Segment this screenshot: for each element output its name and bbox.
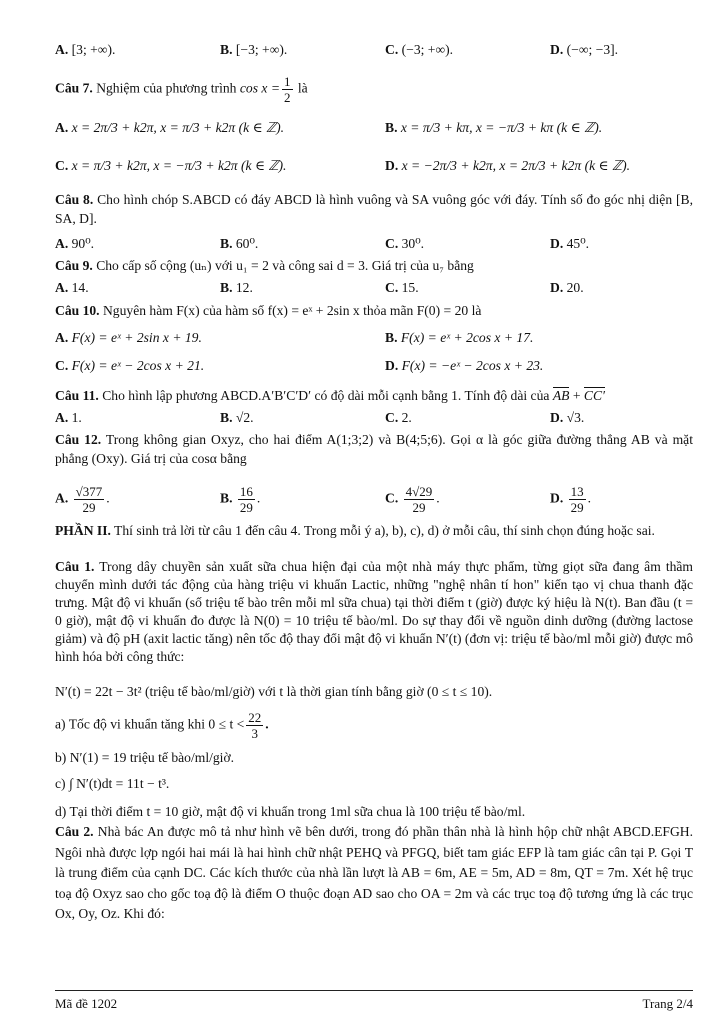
q8-option-c: C. 30⁰. — [385, 236, 425, 251]
q12-option-b: B. $\frac{16}{29}$ . — [220, 484, 261, 515]
part2-question-2: Câu 2. Nhà bác An được mô tả như hình vẽ bên dưới, trong đó phần thân nhà là hình hộp chữ nhật ABCD.EFGH. Ngôi nhà được lợp ngói hai mái là hai hình chữ nhật PEHQ và PFGQ, biết tam giác EFP là tam giác cân tại P. Gọi T là trung điểm của cạnh DC. Các kích thước của nhà lần lượt là AB = 6m, AE = 5m, AD = 8m, QT = 7m. Xét hệ trục toạ độ Oxyz sao cho gốc toạ độ là điểm O thuộc đoạn AD sao cho OA = 2m và các trục toạ độ tương ứng là các trục Ox, Oy, Oz. Khi đó: — [55, 824, 693, 921]
q7-option-d: D. x = −2π/3 + k2π, x = 2π/3 + k2π (k ∈ ℤ). — [385, 158, 631, 173]
vector-cc: CC′ — [583, 388, 606, 403]
q12-option-a: A. $\frac{√377}{29}$ . — [55, 484, 110, 515]
q6-options — [55, 42, 693, 68]
part-2-instructions: PHẦN II. Thí sinh trả lời từ câu 1 đến câu 4. Trong mỗi ý a), b), c), d) ở mỗi câu, thí sinh chọn đúng hoặc sai. — [55, 523, 655, 538]
question-11: Câu 11. Cho hình lập phương ABCD.A′B′C′D′ có độ dài mỗi cạnh bằng 1. Tính độ dài của AB + CC′ — [55, 388, 606, 403]
q10-option-b: B. F(x) = eˣ + 2cos x + 17. — [385, 330, 534, 345]
q11-option-b: B. √2. — [220, 410, 254, 425]
q12-options — [55, 484, 693, 524]
exam-code: Mã đề 1202 — [55, 996, 118, 1011]
question-8: Câu 8. Cho hình chóp S.ABCD có đáy ABCD là hình vuông và SA vuông góc với đáy. Tính số đo góc nhị diện [B, SA, D]. — [55, 192, 693, 226]
q12-option-d: D. $\frac{13}{29}$ . — [550, 484, 592, 515]
q7-option-c: C. x = π/3 + k2π, x = −π/3 + k2π (k ∈ ℤ). — [55, 158, 287, 173]
q6-option-c: C. (−3; +∞). — [385, 42, 454, 57]
p1-statement-b: b) N′(1) = 19 triệu tế bào/ml/giờ. — [55, 750, 235, 765]
page-number: Trang 2/4 — [642, 996, 693, 1011]
q11-option-d: D. √3. — [550, 410, 585, 425]
q8-option-d: D. 45⁰. — [550, 236, 590, 251]
q12-option-c: C. $\frac{4√29}{29}$ . — [385, 484, 440, 515]
p1-statement-d: d) Tại thời điểm t = 10 giờ, mật độ vi khuẩn trong 1ml sữa chua là 100 triệu tế bào/ml. — [55, 804, 526, 819]
q11-option-c: C. 2. — [385, 410, 412, 425]
q6-option-b: B. [−3; +∞). — [220, 42, 288, 57]
q7-option-b: B. x = π/3 + kπ, x = −π/3 + kπ (k ∈ ℤ). — [385, 120, 603, 135]
question-7: Câu 7. Nghiệm của phương trình cos x = $\frac{1}{2}$ là — [55, 74, 308, 105]
question-12: Câu 12. Trong không gian Oxyz, cho hai điểm A(1;3;2) và B(4;5;6). Gọi α là góc giữa đường thẳng AB và mặt phẳng (Oxy). Giá trị của cosα bằng — [55, 432, 693, 466]
q8-option-b: B. 60⁰. — [220, 236, 259, 251]
p1-statement-a: a) Tốc độ vi khuẩn tăng khi 0 ≤ t < $\frac{22}{3}$ . — [55, 710, 269, 741]
q10-option-d: D. F(x) = −eˣ − 2cos x + 23. — [385, 358, 544, 373]
q7-option-a: A. x = 2π/3 + k2π, x = π/3 + k2π (k ∈ ℤ). — [55, 120, 285, 135]
q9-option-c: C. 15. — [385, 280, 419, 295]
p1-statement-c: c) ∫ N′(t)dt = 11t − t³. — [55, 776, 170, 791]
q9-option-b: B. 12. — [220, 280, 253, 295]
q6-option-d: D. (−∞; −3]. — [550, 42, 619, 57]
q10-option-c: C. F(x) = eˣ − 2cos x + 21. — [55, 358, 205, 373]
q9-option-d: D. 20. — [550, 280, 584, 295]
q11-option-a: A. 1. — [55, 410, 82, 425]
q10-option-a: A. F(x) = eˣ + 2sin x + 19. — [55, 330, 202, 345]
question-9: Câu 9. Cho cấp số cộng (uₙ) với u₁ = 2 và công sai d = 3. Giá trị của u₇ bằng — [55, 258, 474, 273]
p1-formula: N′(t) = 22t − 3t² (triệu tế bào/ml/giờ) với t là thời gian tính bằng giờ (0 ≤ t ≤ 10). — [55, 684, 493, 699]
q8-option-a: A. 90⁰. — [55, 236, 95, 251]
q6-option-a: A. [3; +∞). — [55, 42, 116, 57]
vector-ab: AB — [552, 388, 570, 403]
page-footer — [55, 990, 693, 1012]
question-10: Câu 10. Nguyên hàm F(x) của hàm số f(x) = eˣ + 2sin x thỏa mãn F(0) = 20 là — [55, 303, 482, 318]
q9-option-a: A. 14. — [55, 280, 89, 295]
part2-question-1: Câu 1. Trong dây chuyền sản xuất sữa chua hiện đại của một nhà máy thực phẩm, từng giọt sữa đang âm thầm chuyển mình dưới tác động của hàng triệu vi khuẩn Lactic, những "nghệ nhân tí hon" kiến tạo vị chua thanh đặc trưng. Mật độ vi khuẩn (số triệu tế bào trên mỗi ml sữa chua) tại thời điểm t (giờ) được ký hiệu là N(t). Ban đầu (t = 0 giờ), mật độ vi khuẩn đo được là N(0) = 10 triệu tế bào/ml. Do sự thay đổi về nguồn dinh dưỡng (đường lactose giảm) và độ pH (axit lactic tăng) nên tốc độ thay đổi mật độ vi khuẩn N′(t) (đơn vị: triệu tế bào/ml mỗi giờ) được mô hình hóa bởi công thức: — [55, 559, 694, 664]
